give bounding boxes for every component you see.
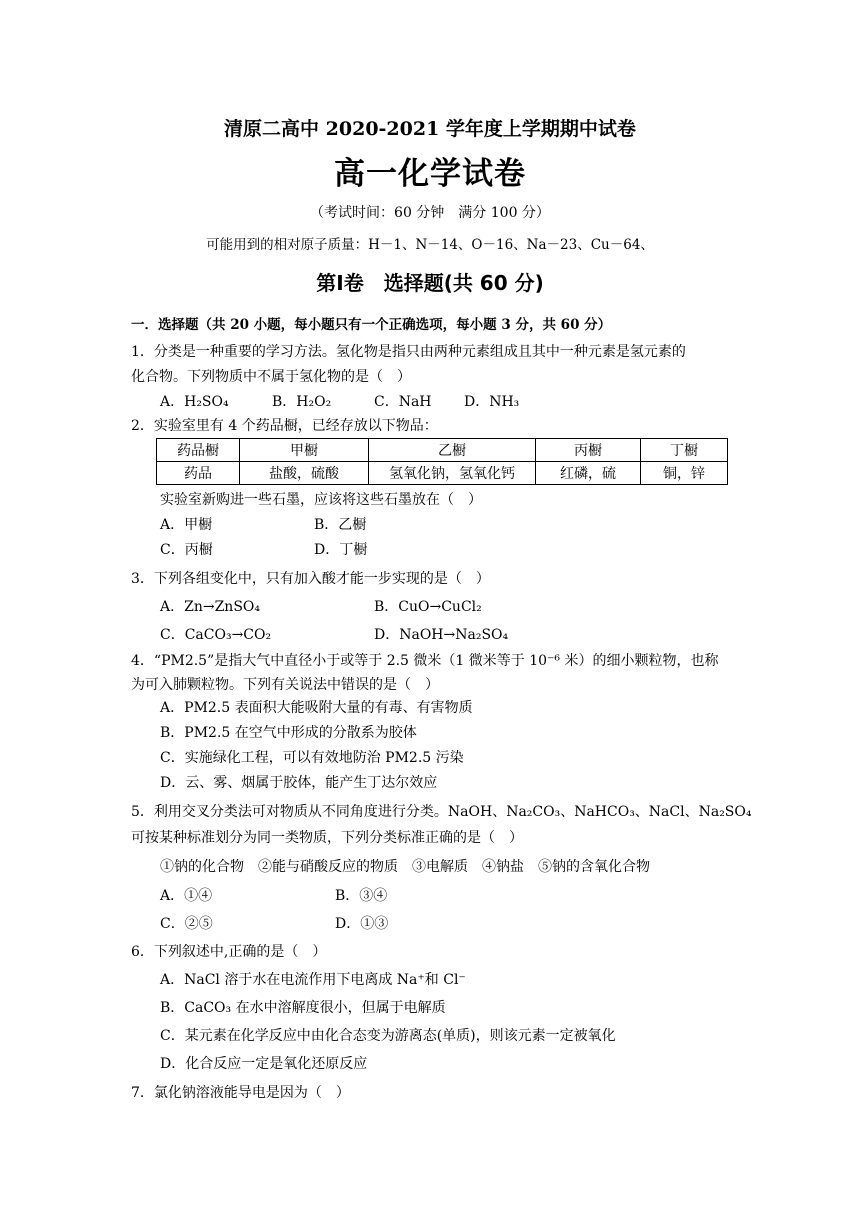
q5-stem-line2: 可按某种标准划分为同一类物质，下列分类标准正确的是（ ） (131, 830, 523, 846)
table-cell: 氢氧化钠，氢氧化钙 (369, 462, 536, 485)
q3-option-b: B．CuO→CuCl₂ (374, 599, 482, 615)
table-cell: 甲橱 (240, 439, 369, 462)
q7-stem: 7．氯化钠溶液能导电是因为（ ） (131, 1085, 350, 1101)
q4-option-b: B．PM2.5 在空气中形成的分散系为胶体 (160, 725, 417, 741)
q6-option-d: D．化合反应一定是氧化还原反应 (160, 1056, 368, 1072)
q5-stem-line1: 5．利用交叉分类法可对物质从不同角度进行分类。NaOH、Na₂CO₃、NaHCO₃、NaCl、Na₂SO₄ (131, 804, 752, 820)
q5-option-c: C．②⑤ (160, 916, 213, 932)
q1-option-a: A．H₂SO₄ (160, 394, 229, 410)
q1-stem-line1: 1．分类是一种重要的学习方法。氢化物是指只由两种元素组成且其中一种元素是氢元素的 (131, 344, 686, 360)
table-header-row (157, 439, 728, 462)
q5-criteria: ①钠的化合物 ②能与硝酸反应的物质 ③电解质 ④钠盐 ⑤钠的含氧化合物 (160, 859, 650, 875)
exam-time-info: （考试时间：60 分钟 满分 100 分） (310, 205, 550, 221)
q2-option-d: D．丁橱 (314, 542, 368, 558)
table-cell: 铜，锌 (641, 462, 728, 485)
q6-option-a: A．NaCl 溶于水在电流作用下电离成 Na⁺和 Cl⁻ (160, 972, 466, 988)
table-cell: 药品橱 (157, 439, 240, 462)
q4-stem-line2: 为可入肺颗粒物。下列有关说法中错误的是（ ） (131, 677, 439, 693)
q3-stem: 3．下列各组变化中，只有加入酸才能一步实现的是（ ） (131, 571, 490, 587)
q5-option-d: D．①③ (335, 916, 389, 932)
section-instruction: 一．选择题（共 20 小题，每小题只有一个正确选项，每小题 3 分，共 60 分） (131, 317, 612, 333)
q2-option-b: B．乙橱 (314, 517, 367, 533)
q1-stem-line2: 化合物。下列物质中不属于氢化物的是（ ） (131, 369, 411, 385)
q3-option-c: C．CaCO₃→CO₂ (160, 627, 272, 643)
table-cell: 丁橱 (641, 439, 728, 462)
q4-option-a: A．PM2.5 表面积大能吸附大量的有毒、有害物质 (160, 700, 473, 716)
table-row (157, 462, 728, 485)
q1-option-c: C．NaH (374, 394, 432, 410)
q6-option-c: C．某元素在化学反应中由化合态变为游离态(单质)，则该元素一定被氧化 (160, 1028, 616, 1044)
q3-option-a: A．Zn→ZnSO₄ (160, 599, 261, 615)
q5-option-b: B．③④ (335, 888, 388, 904)
q5-option-a: A．①④ (160, 888, 213, 904)
q4-option-c: C．实施绿化工程，可以有效地防治 PM2.5 污染 (160, 750, 464, 766)
q2-question: 实验室新购进一些石墨，应该将这些石墨放在（ ） (160, 492, 482, 508)
school-exam-title: 清原二高中 2020-2021 学年度上学期期中试卷 (224, 118, 636, 140)
table-cell: 丙橱 (536, 439, 641, 462)
q6-stem: 6．下列叙述中,正确的是（ ） (131, 944, 327, 960)
q1-option-b: B．H₂O₂ (272, 394, 332, 410)
q1-option-d: D．NH₃ (464, 394, 520, 410)
table-cell: 红磷，硫 (536, 462, 641, 485)
q2-option-c: C．丙橱 (160, 542, 213, 558)
table-cell: 乙橱 (369, 439, 536, 462)
subject-title: 高一化学试卷 (334, 156, 526, 192)
q6-option-b: B．CaCO₃ 在水中溶解度很小，但属于电解质 (160, 1000, 446, 1016)
q2-stem: 2．实验室里有 4 个药品橱，已经存放以下物品： (131, 418, 438, 434)
table-cell: 盐酸，硫酸 (240, 462, 369, 485)
q4-stem-line1: 4．“PM2.5”是指大气中直径小于或等于 2.5 微米（1 微米等于 10⁻⁶ 米）的细小颗粒物，也称 (131, 653, 719, 669)
atomic-masses-line: 可能用到的相对原子质量：H－1、N－14、O－16、Na－23、Cu－64、 (206, 237, 654, 253)
cabinet-table (156, 438, 728, 485)
q4-option-d: D．云、雾、烟属于胶体，能产生丁达尔效应 (160, 775, 438, 791)
table-cell: 药品 (157, 462, 240, 485)
q2-option-a: A．甲橱 (160, 517, 213, 533)
q3-option-d: D．NaOH→Na₂SO₄ (374, 627, 509, 643)
section-title: 第Ⅰ卷 选择题(共 60 分) (316, 271, 544, 295)
